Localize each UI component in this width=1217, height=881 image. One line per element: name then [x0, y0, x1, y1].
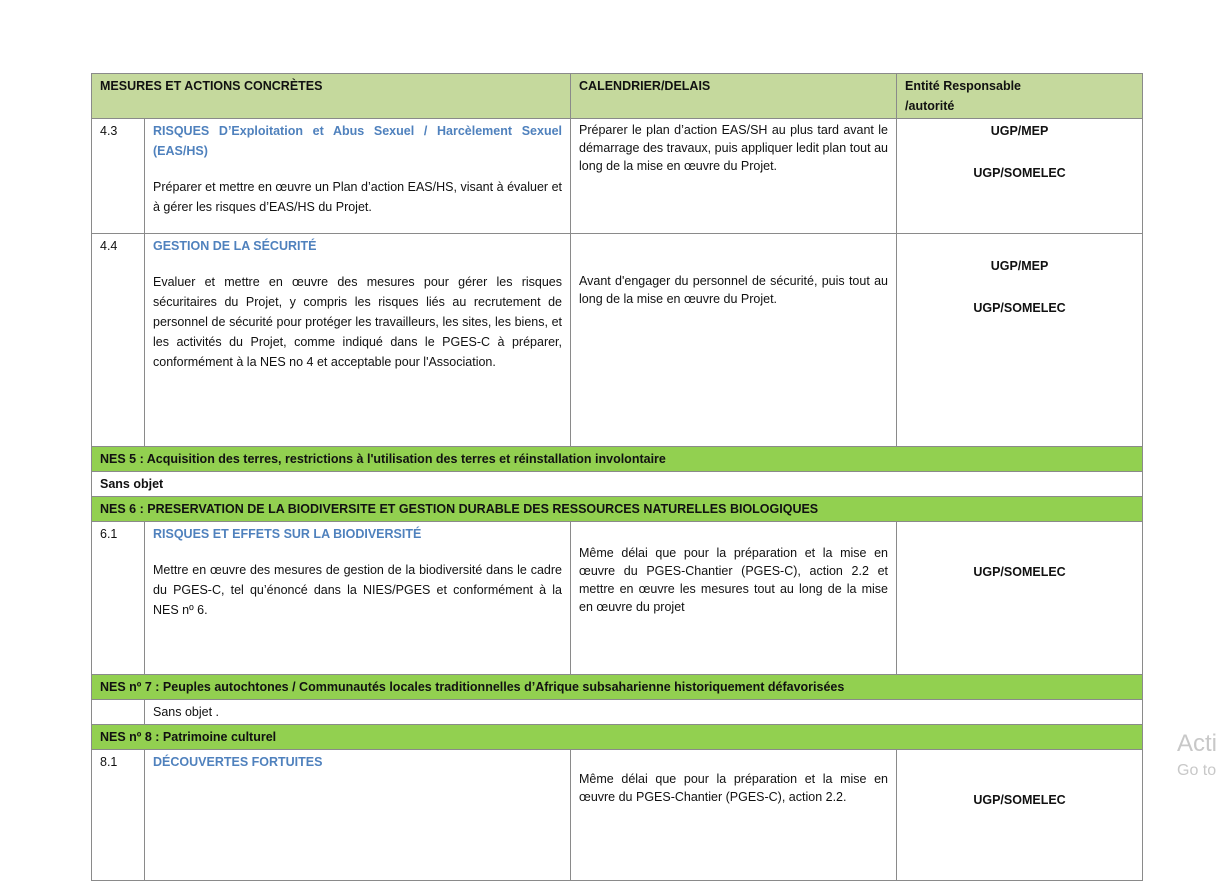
- measure-cell: [145, 119, 571, 234]
- responsible-cell: [897, 750, 1143, 881]
- measure-cell: [145, 234, 571, 447]
- calendar-cell: Avant d'engager du personnel de sécurité, puis tout au long de la mise en œuvre du Projet.: [571, 234, 897, 447]
- header-calendrier: CALENDRIER/DELAIS: [571, 74, 897, 119]
- responsible-1: UGP/SOMELEC: [973, 565, 1066, 579]
- table-row: [92, 119, 1143, 234]
- responsible-1: UGP/MEP: [990, 259, 1049, 273]
- measure-text: Mettre en œuvre des mesures de gestion de la biodiversité dans le cadre du PGES-C, tel qu’énoncé dans la NIES/PGES et conformément à la NES nº 6.: [153, 563, 563, 617]
- table-row: [92, 234, 1143, 447]
- section-title: NES 6 : PRESERVATION DE LA BIODIVERSITE ET GESTION DURABLE DES RESSOURCES NATURELLES BIOLOGIQUES: [92, 497, 1143, 522]
- responsible-1: UGP/SOMELEC: [973, 793, 1066, 807]
- table-row: [92, 522, 1143, 675]
- responsible-cell: [897, 234, 1143, 447]
- header-mesures: MESURES ET ACTIONS CONCRÈTES: [92, 74, 571, 119]
- responsible-2: UGP/SOMELEC: [973, 166, 1066, 180]
- table-row: [92, 472, 1143, 497]
- responsible-2: UGP/SOMELEC: [973, 301, 1066, 315]
- header-entite-line1: Entité Responsable: [905, 79, 1022, 93]
- row-number: 6.1: [92, 522, 145, 675]
- table-row: [92, 750, 1143, 881]
- measure-cell: [145, 750, 571, 881]
- measure-text: Préparer et mettre en œuvre un Plan d’action EAS/HS, visant à évaluer et à gérer les risques d’EAS/HS du Projet.: [153, 180, 563, 214]
- section-row-nes6: [92, 497, 1143, 522]
- row-number: 4.3: [92, 119, 145, 234]
- responsible-1: UGP/MEP: [990, 124, 1049, 138]
- row-number: 4.4: [92, 234, 145, 447]
- measure-heading: GESTION DE LA SÉCURITÉ: [153, 239, 317, 253]
- header-entite: [897, 74, 1143, 119]
- table-header-row: [92, 74, 1143, 119]
- watermark-line2: Go to: [1177, 762, 1217, 779]
- empty-cell: [92, 700, 145, 725]
- measure-heading: DÉCOUVERTES FORTUITES: [153, 755, 323, 769]
- section-row-nes8: [92, 725, 1143, 750]
- header-entite-line2: /autorité: [905, 99, 955, 113]
- row-number: 8.1: [92, 750, 145, 881]
- section-title: NES nº 8 : Patrimoine culturel: [92, 725, 1143, 750]
- calendar-cell: Même délai que pour la préparation et la mise en œuvre du PGES-Chantier (PGES-C), action 2.2.: [571, 750, 897, 881]
- calendar-cell: Préparer le plan d’action EAS/SH au plus tard avant le démarrage des travaux, puis appliquer ledit plan tout au long de la mise en œuvre du Projet.: [571, 119, 897, 234]
- watermark-line1: Acti: [1177, 730, 1217, 757]
- measure-heading: RISQUES ET EFFETS SUR LA BIODIVERSITÉ: [153, 527, 422, 541]
- section-row-nes5: [92, 447, 1143, 472]
- activation-watermark: [1177, 730, 1217, 780]
- calendar-cell: Même délai que pour la préparation et la mise en œuvre du PGES-Chantier (PGES-C), action 2.2 et mettre en œuvre les mesures tout au long de la mise en œuvre du projet: [571, 522, 897, 675]
- section-title: NES 5 : Acquisition des terres, restrictions à l'utilisation des terres et réinstallation involontaire: [92, 447, 1143, 472]
- section-note: Sans objet .: [145, 700, 1143, 725]
- section-row-nes7: [92, 675, 1143, 700]
- responsible-cell: [897, 522, 1143, 675]
- measure-cell: [145, 522, 571, 675]
- measure-heading: RISQUES D’Exploitation et Abus Sexuel / Harcèlement Sexuel (EAS/HS): [153, 124, 563, 158]
- section-title: NES nº 7 : Peuples autochtones / Communautés locales traditionnelles d’Afrique subsaharienne historiquement défavorisées: [92, 675, 1143, 700]
- responsible-cell: [897, 119, 1143, 234]
- section-note: Sans objet: [92, 472, 1143, 497]
- measure-text: Evaluer et mettre en œuvre des mesures pour gérer les risques sécuritaires du Projet, y compris les risques liés au recrutement de personnel de sécurité pour protéger les travailleurs, les sites, les biens, et les activités du Projet, comme indiqué dans le PGES-C à préparer, conformément à la NES no 4 et acceptable pour l'Association.: [153, 275, 563, 369]
- measures-table: [91, 73, 1143, 881]
- table-row: [92, 700, 1143, 725]
